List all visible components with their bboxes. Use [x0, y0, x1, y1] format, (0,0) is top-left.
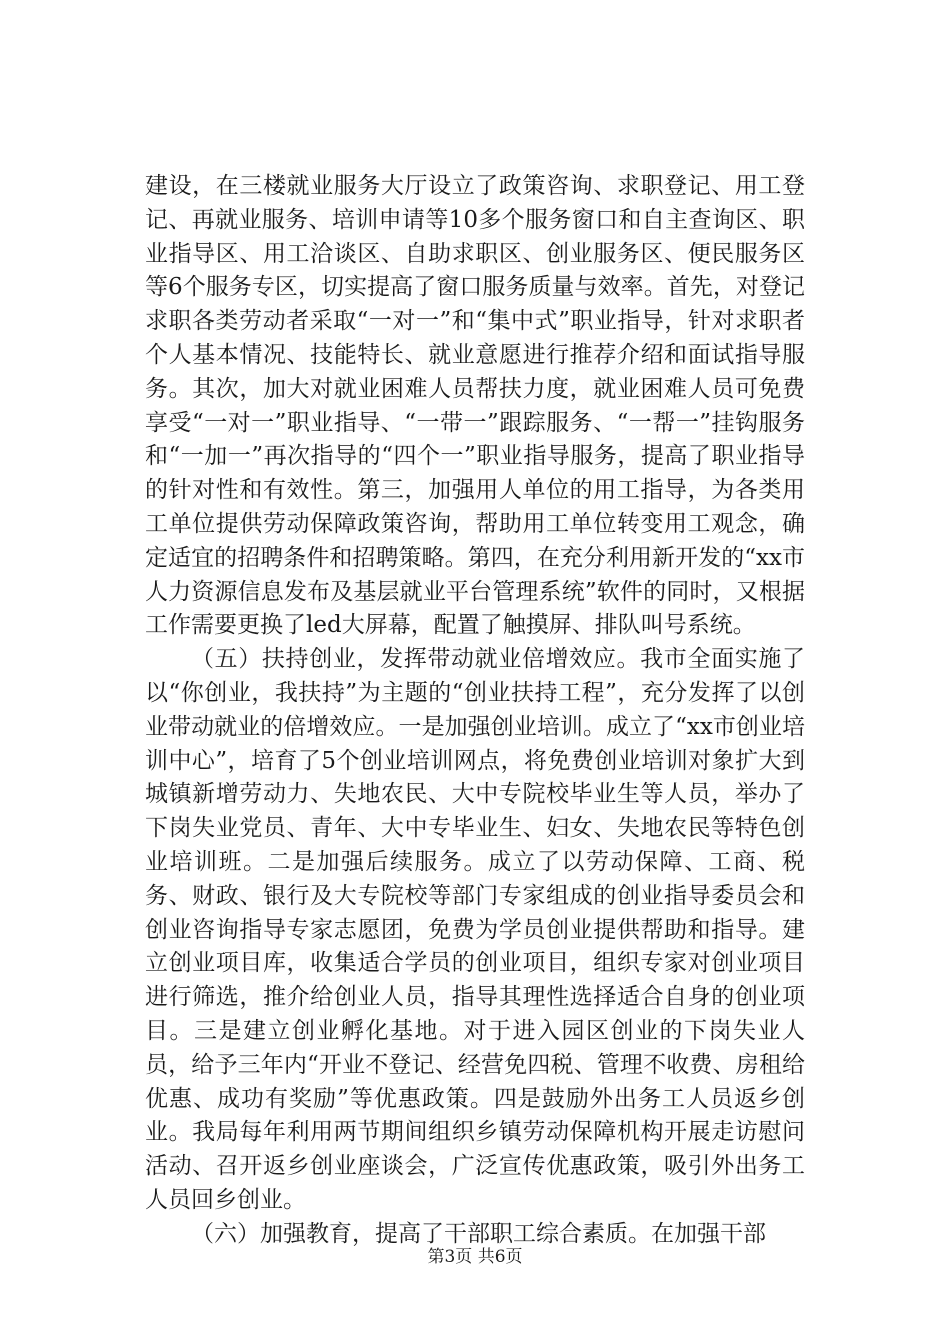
paragraph-section-5: （五）扶持创业，发挥带动就业倍增效应。我市全面实施了以“你创业，我扶持”为主题的“创业扶持工程”，充分发挥了以创业带动就业的倍增效应。一是加强创业培训。成立了“xx市创业培训中心”，培育了5个创业培训网点，将免费创业培训对象扩大到城镇新增劳动力、失地农民、大中专院校毕业生等人员，举办了下岗失业党员、青年、大中专毕业生、妇女、失地农民等特色创业培训班。二是加强后续服务。成立了以劳动保障、工商、税务、财政、银行及大专院校等部门专家组成的创业指导委员会和创业咨询指导专家志愿团，免费为学员创业提供帮助和指导。建立创业项目库，收集适合学员的创业项目，组织专家对创业项目进行筛选，推介给创业人员，指导其理性选择适合自身的创业项目。三是建立创业孵化基地。对于进入园区创业的下岗失业人员，给予三年内“开业不登记、经营免四税、管理不收费、房租给优惠、成功有奖励”等优惠政策。四是鼓励外出务工人员返乡创业。我局每年利用两节期间组织乡镇劳动保障机构开展走访慰问活动、召开返乡创业座谈会，广泛宣传优惠政策，吸引外出务工人员回乡创业。	[145, 646, 805, 1213]
paragraph-continuation: 建设，在三楼就业服务大厅设立了政策咨询、求职登记、用工登记、再就业服务、培训申请等10多个服务窗口和自主查询区、职业指导区、用工洽谈区、自助求职区、创业服务区、便民服务区等6个服务专区，切实提高了窗口服务质量与效率。首先，对登记求职各类劳动者采取“一对一”和“集中式”职业指导，针对求职者个人基本情况、技能特长、就业意愿进行推荐介绍和面试指导服务。其次，加大对就业困难人员帮扶力度，就业困难人员可免费享受“一对一”职业指导、“一带一”跟踪服务、“一帮一”挂钩服务和“一加一”再次指导的“四个一”职业指导服务，提高了职业指导的针对性和有效性。第三，加强用人单位的用工指导，为各类用工单位提供劳动保障政策咨询，帮助用工单位转变用工观念，确定适宜的招聘条件和招聘策略。第四，在充分利用新开发的“xx市人力资源信息发布及基层就业平台管理系统”软件的同时，又根据工作需要更换了led大屏幕，配置了触摸屏、排队叫号系统。	[145, 173, 805, 639]
document-body	[145, 170, 805, 1252]
page-footer: 第3页 共6页	[427, 1247, 523, 1267]
paragraph-section-6: （六）加强教育，提高了干部职工综合素质。在加强干部	[191, 1220, 766, 1247]
